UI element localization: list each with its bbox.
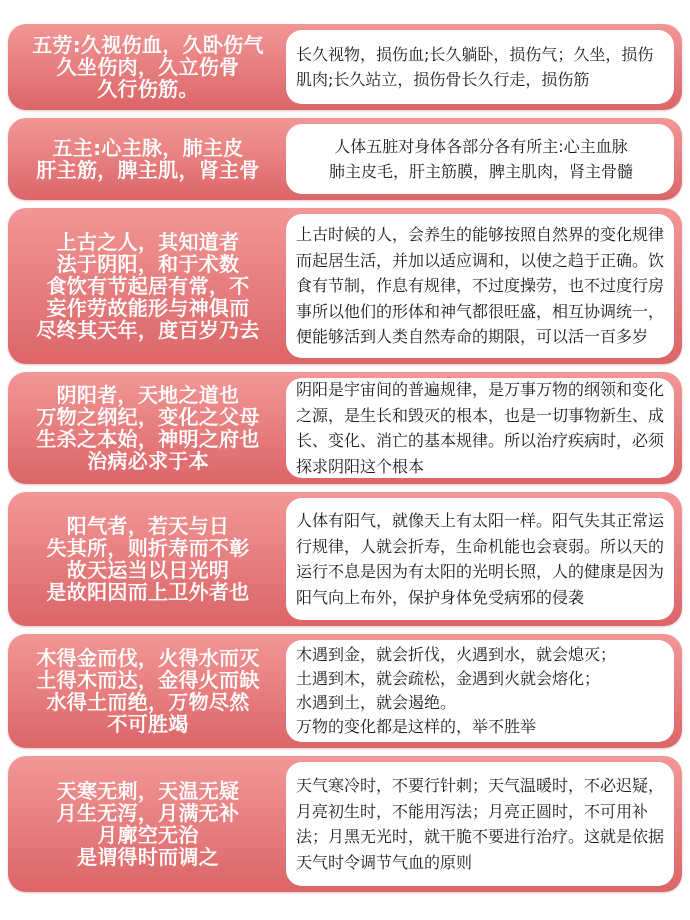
quote-explanation-panel bbox=[286, 30, 674, 104]
quote-explanation-panel bbox=[286, 124, 674, 194]
quote-explanation-text: 人体有阳气，就像天上有太阳一样。阳气失其正常运行规律，人就会折寿，生命机能也会衰弱。所以天的运行不息是因为有太阳的光明长照，人的健康是因为阳气向上布外，保护身体免受病邪的侵袭 bbox=[296, 511, 665, 607]
quote-card-wuxing bbox=[8, 634, 682, 748]
quote-original-text: 阳气者，若天与日 失其所，则折寿而不彰 故天运当以日光明 是故阳因而上卫外者也 bbox=[46, 514, 250, 604]
quote-original-panel bbox=[14, 208, 282, 364]
quote-explanation-text: 人体五脏对身体各部分各有所主:心主血脉 肺主皮毛，肝主筋膜，脾主肌肉，肾主骨髓 bbox=[328, 136, 633, 181]
quote-card-yangqi bbox=[8, 492, 682, 626]
quote-original-text: 天寒无刺，天温无疑 月生无泻，月满无补 月廓空无治 是谓得时而调之 bbox=[56, 779, 240, 869]
quote-original-panel bbox=[14, 24, 282, 110]
quote-card-yinyang bbox=[8, 372, 682, 484]
quote-original-panel bbox=[14, 118, 282, 200]
quote-original-panel bbox=[14, 756, 282, 892]
quote-card-tianhan bbox=[8, 756, 682, 892]
quote-explanation-panel bbox=[286, 640, 674, 742]
quote-original-text: 五主:心主脉，肺主皮 肝主筋，脾主肌，肾主骨 bbox=[36, 136, 260, 182]
quote-original-text: 五劳:久视伤血，久卧伤气 久坐伤肉，久立伤骨 久行伤筋。 bbox=[32, 33, 264, 101]
quote-original-panel bbox=[14, 372, 282, 484]
quote-explanation-panel bbox=[286, 214, 674, 358]
quote-explanation-text: 上古时候的人，会养生的能够按照自然界的变化规律而起居生活，并加以适应调和，以使之趋于正确。饮食有节制，作息有规律，不过度操劳，也不过度行房事所以他们的形体和神气都很旺盛，相互协调统一，便能够活到人类自然寿命的期限，可以活一百多岁 bbox=[296, 225, 665, 347]
quote-explanation-text: 木遇到金，就会折伐，火遇到水，就会熄灭； 土遇到木，就会疏松，金遇到火就会熔化； 水遇到土，就会遏绝。 万物的变化都是这样的，举不胜举 bbox=[296, 645, 617, 736]
quote-original-text: 上古之人，其知道者 法于阴阳，和于术数 食饮有节起居有常，不 妄作劳故能形与神俱而 尽终其天年，度百岁乃去 bbox=[36, 230, 260, 342]
quote-explanation-panel bbox=[286, 762, 674, 886]
quote-card-wuzhu bbox=[8, 118, 682, 200]
quote-card-shanggu bbox=[8, 208, 682, 364]
quote-explanation-text: 长久视物，损伤血;长久躺卧，损伤气；久坐，损伤肌肉;长久站立，损伤骨长久行走，损伤筋 bbox=[296, 44, 654, 89]
quote-explanation-text: 阴阳是宇宙间的普遍规律，是万事万物的纲领和变化之源，是生长和毁灭的根本，也是一切事物新生、成长、变化、消亡的基本规律。所以治疗疾病时，必须探求阴阳这个根本 bbox=[296, 380, 665, 476]
quote-original-panel bbox=[14, 492, 282, 626]
quote-original-text: 木得金而伐，火得水而灭 土得木而达，金得火而缺 水得土而绝，万物尽然 不可胜竭 bbox=[36, 646, 260, 736]
quote-card-wulao bbox=[8, 24, 682, 110]
quote-original-panel bbox=[14, 634, 282, 748]
quote-original-text: 阴阳者，天地之道也 万物之纲纪，变化之父母 生杀之本始，神明之府也 治病必求于本 bbox=[36, 383, 260, 473]
quote-explanation-panel bbox=[286, 378, 674, 478]
quote-explanation-panel bbox=[286, 498, 674, 620]
quote-explanation-text: 天气寒冷时，不要行针刺；天气温暖时，不必迟疑，月亮初生时，不能用泻法；月亮正圆时，不可用补法；月黑无光时，就干脆不要进行治疗。这就是依据天气时令调节气血的原则 bbox=[296, 776, 665, 872]
